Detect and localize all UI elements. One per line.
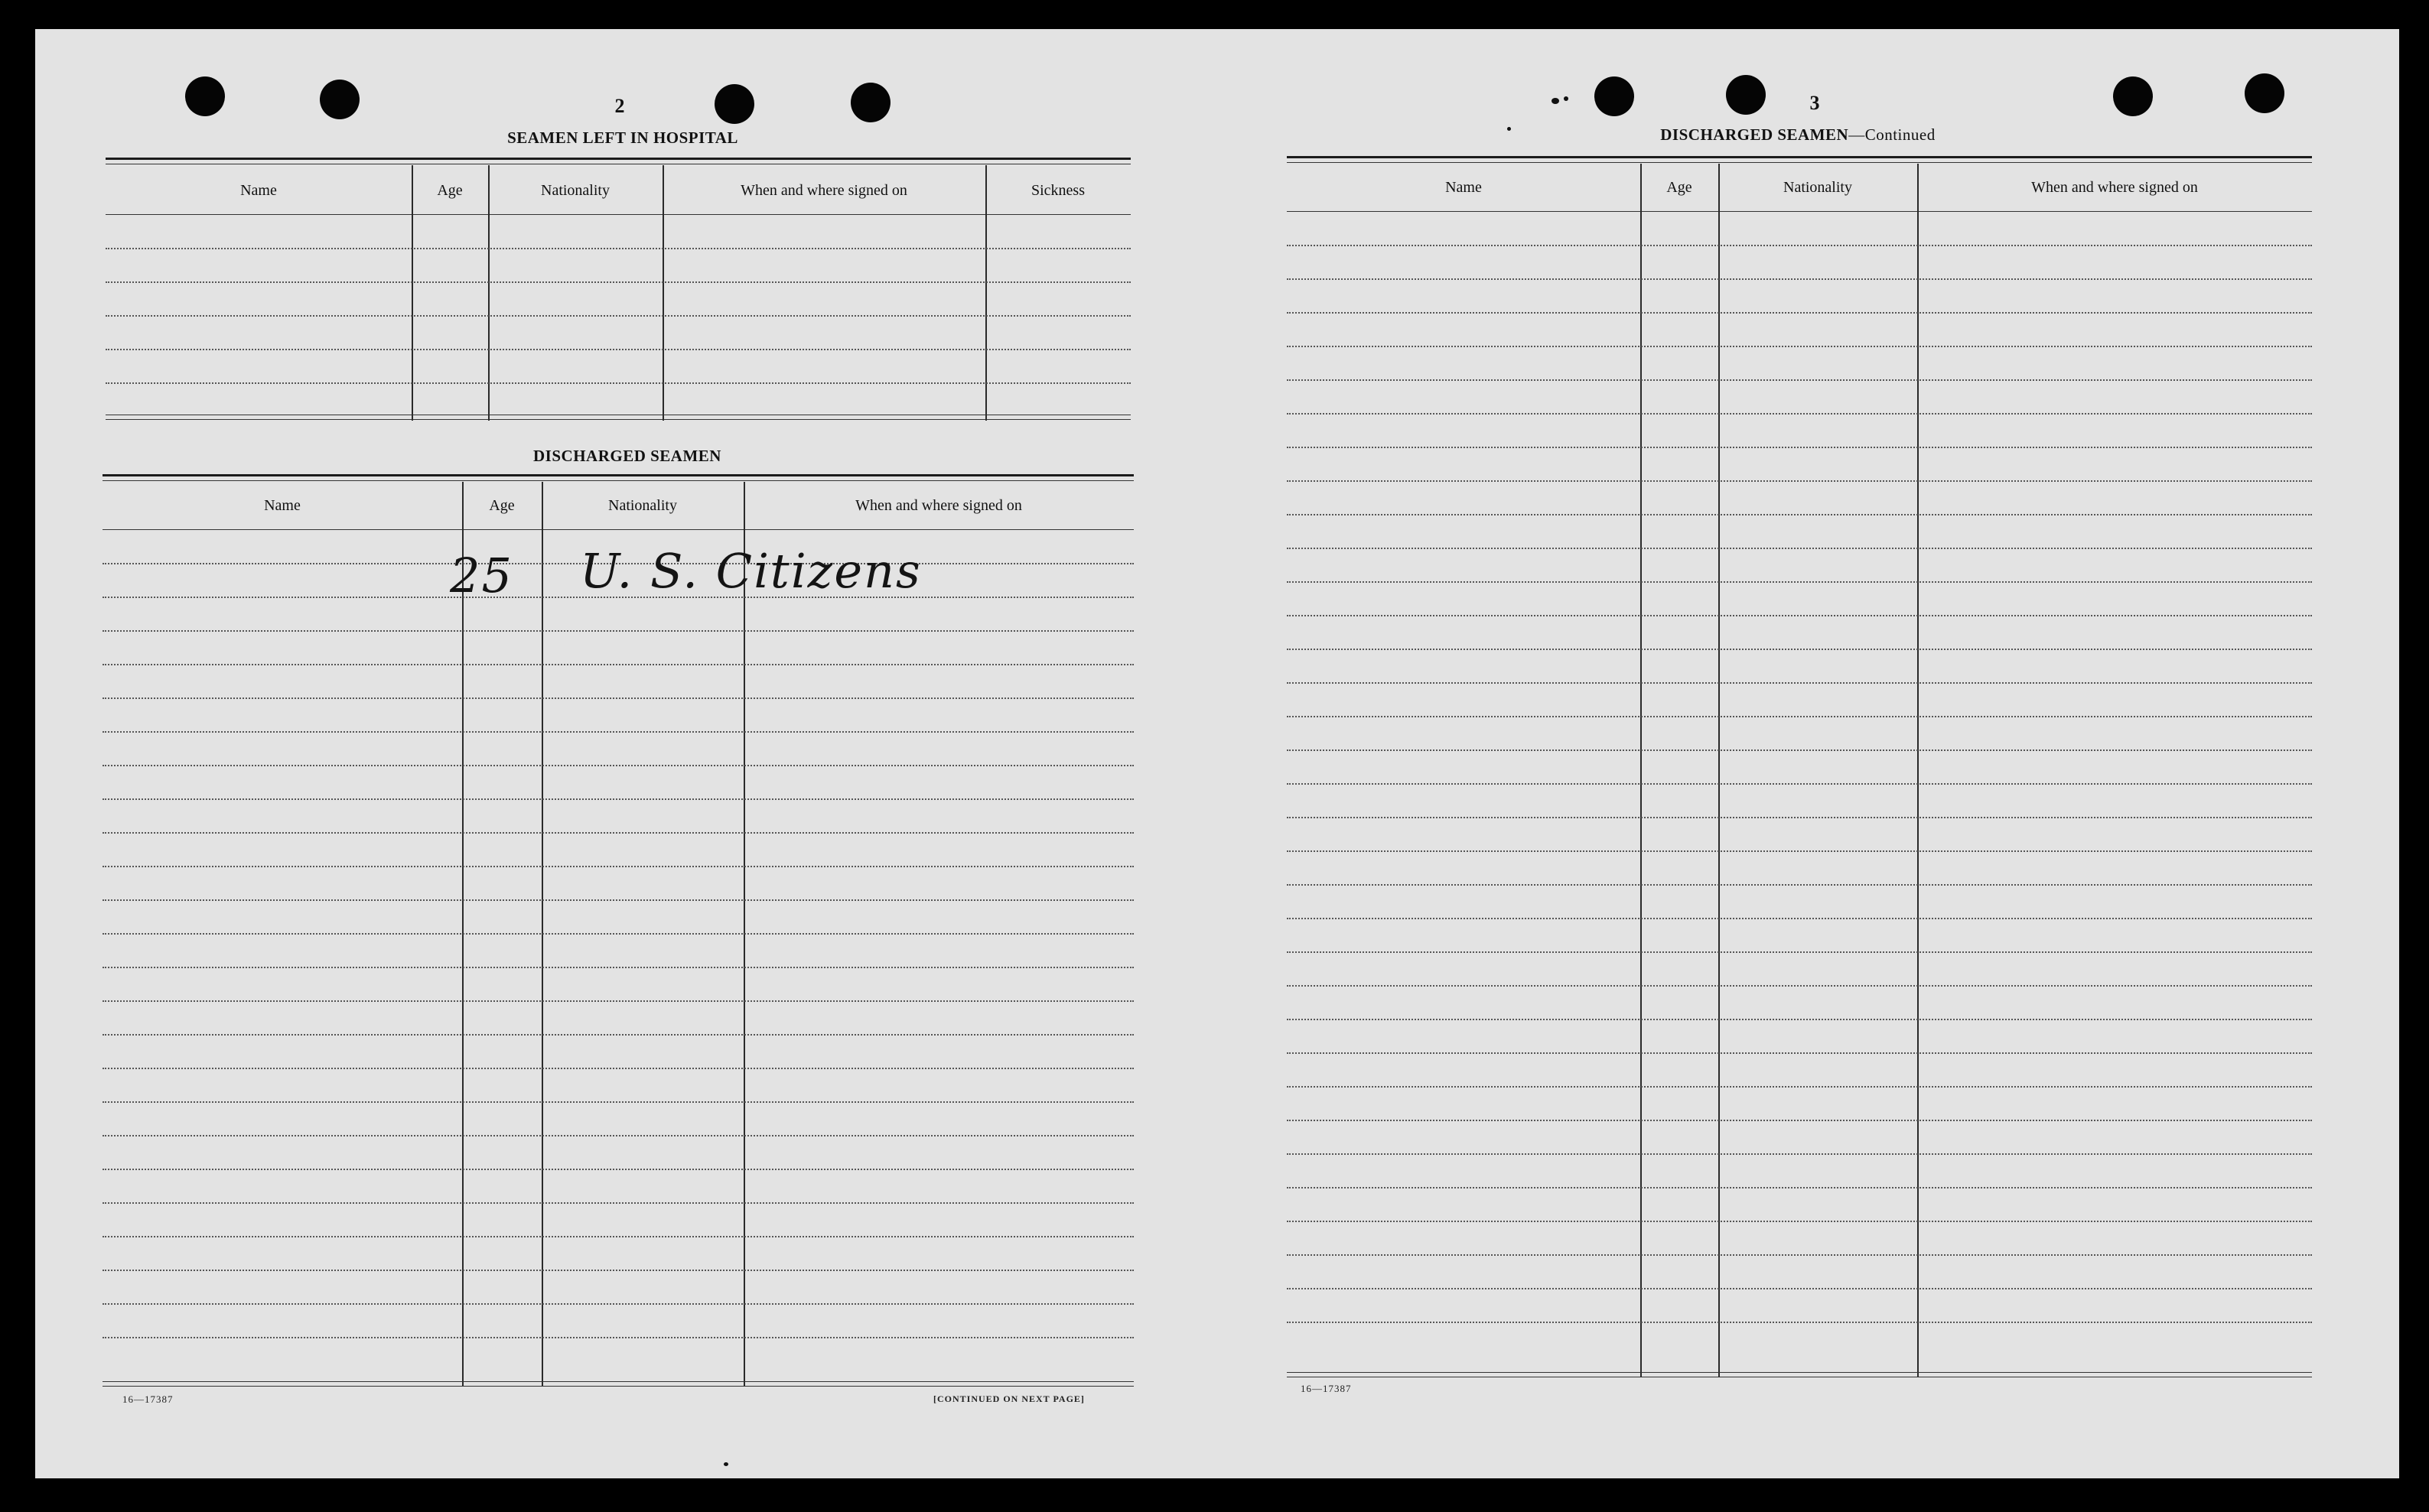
ink-speck xyxy=(1551,98,1559,104)
ink-speck xyxy=(724,1462,728,1466)
hospital-table xyxy=(106,158,1131,422)
column-header-sickness: Sickness xyxy=(1031,181,1085,199)
column-header-signed-on: When and where signed on xyxy=(2031,178,2198,196)
discharged-table-left xyxy=(103,474,1134,1389)
punch-hole xyxy=(320,80,360,119)
punch-hole xyxy=(715,84,754,124)
punch-hole xyxy=(851,83,891,122)
ink-speck xyxy=(1564,96,1568,101)
column-header-age: Age xyxy=(437,181,463,199)
column-header-nationality: Nationality xyxy=(541,181,610,199)
discharged-continued-title-main: DISCHARGED SEAMEN xyxy=(1660,125,1849,144)
hospital-table-header xyxy=(106,167,1131,214)
continued-note: [CONTINUED ON NEXT PAGE] xyxy=(933,1393,1085,1404)
discharged-continued-title xyxy=(1637,125,1959,145)
column-header-signed-on: When and where signed on xyxy=(741,181,907,199)
column-header-signed-on: When and where signed on xyxy=(855,496,1022,514)
discharged-table-left-header xyxy=(103,482,1134,529)
discharged-section-title: DISCHARGED SEAMEN xyxy=(533,447,721,465)
form-code-left: 16—17387 xyxy=(122,1393,174,1405)
page-number-left: 2 xyxy=(614,95,625,117)
column-header-nationality: Nationality xyxy=(608,496,677,514)
column-header-name: Name xyxy=(240,181,277,199)
discharged-table-right xyxy=(1287,156,2312,1378)
hospital-section-title: SEAMEN LEFT IN HOSPITAL xyxy=(507,128,738,147)
column-header-name: Name xyxy=(264,496,301,514)
page-number-right: 3 xyxy=(1809,92,1820,114)
punch-hole xyxy=(1594,76,1634,116)
ink-speck xyxy=(1507,127,1511,131)
column-header-age: Age xyxy=(1666,178,1692,196)
handwritten-age: 25 xyxy=(450,548,513,603)
punch-hole xyxy=(2113,76,2153,116)
discharged-table-right-header xyxy=(1287,164,2312,211)
column-header-name: Name xyxy=(1445,178,1482,196)
column-header-age: Age xyxy=(489,496,515,514)
punch-hole xyxy=(185,76,225,116)
form-code-right: 16—17387 xyxy=(1301,1383,1352,1394)
column-header-nationality: Nationality xyxy=(1783,178,1852,196)
punch-hole xyxy=(2245,73,2284,113)
punch-hole xyxy=(1726,75,1766,115)
handwritten-nationality: U. S. Citizens xyxy=(580,543,922,599)
discharged-continued-title-suffix: —Continued xyxy=(1848,125,1936,144)
